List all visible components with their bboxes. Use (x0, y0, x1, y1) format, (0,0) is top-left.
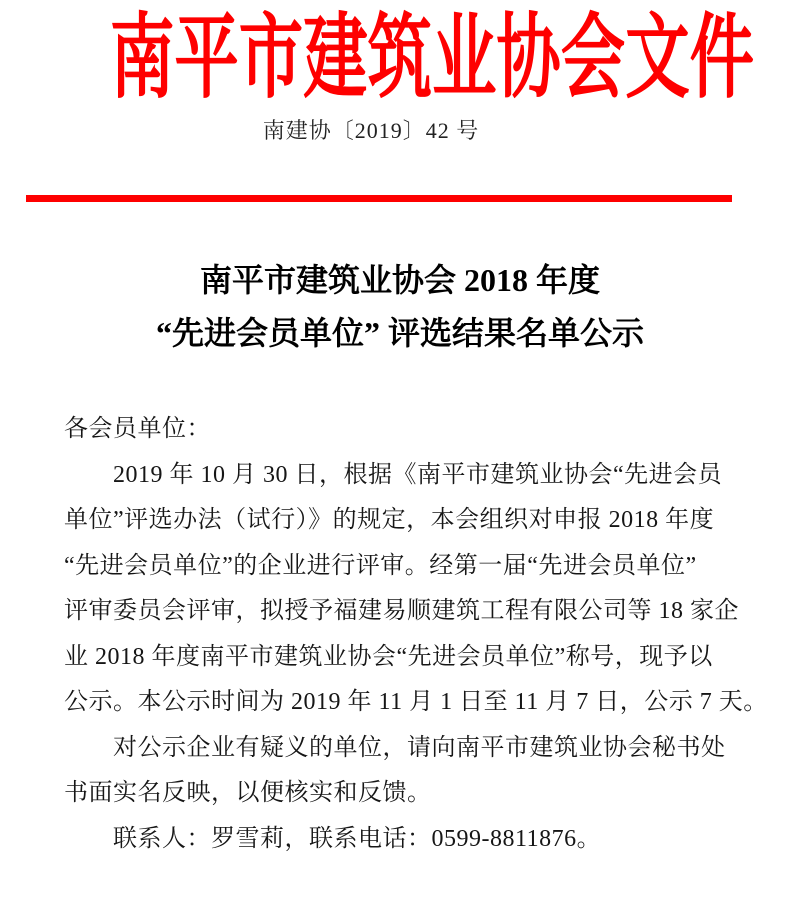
body-line: 单位”评选办法（试行）》的规定，本会组织对申报 2018 年度 (64, 507, 715, 533)
body-line: 书面实名反映，以便核实和反馈。 (64, 780, 432, 806)
body-line: 公示。本公示时间为 2019 年 11 月 1 日至 11 月 7 日，公示 7 天。 (64, 689, 768, 715)
document-title-line2: “先进会员单位” 评选结果名单公示 (155, 315, 644, 351)
document-reference-number: 南建协〔2019〕42 号 (262, 118, 480, 143)
body-line: 业 2018 年度南平市建筑业协会“先进会员单位”称号，现予以 (64, 643, 713, 670)
body-line: “先进会员单位”的企业进行评审。经第一届“先进会员单位” (64, 552, 697, 579)
body-line: 评审委员会评审，拟授予福建易顺建筑工程有限公司等 18 家企 (64, 598, 739, 624)
body-salutation: 各会员单位： (64, 416, 211, 442)
body-contact-line: 联系人：罗雪莉，联系电话：0599-8811876。 (64, 825, 602, 852)
document-title-line1: 南平市建筑业协会 2018 年度 (199, 262, 600, 298)
body-line: 2019 年 10 月 30 日，根据《南平市建筑业协会“先进会员 (64, 461, 723, 488)
body-line: 对公示企业有疑义的单位，请向南平市建筑业协会秘书处 (64, 734, 726, 761)
document-body (64, 407, 768, 862)
document-title (0, 254, 800, 360)
header-divider-rule (26, 195, 732, 202)
document-header-org-title: 南平市建筑业协会文件 (110, 7, 755, 109)
